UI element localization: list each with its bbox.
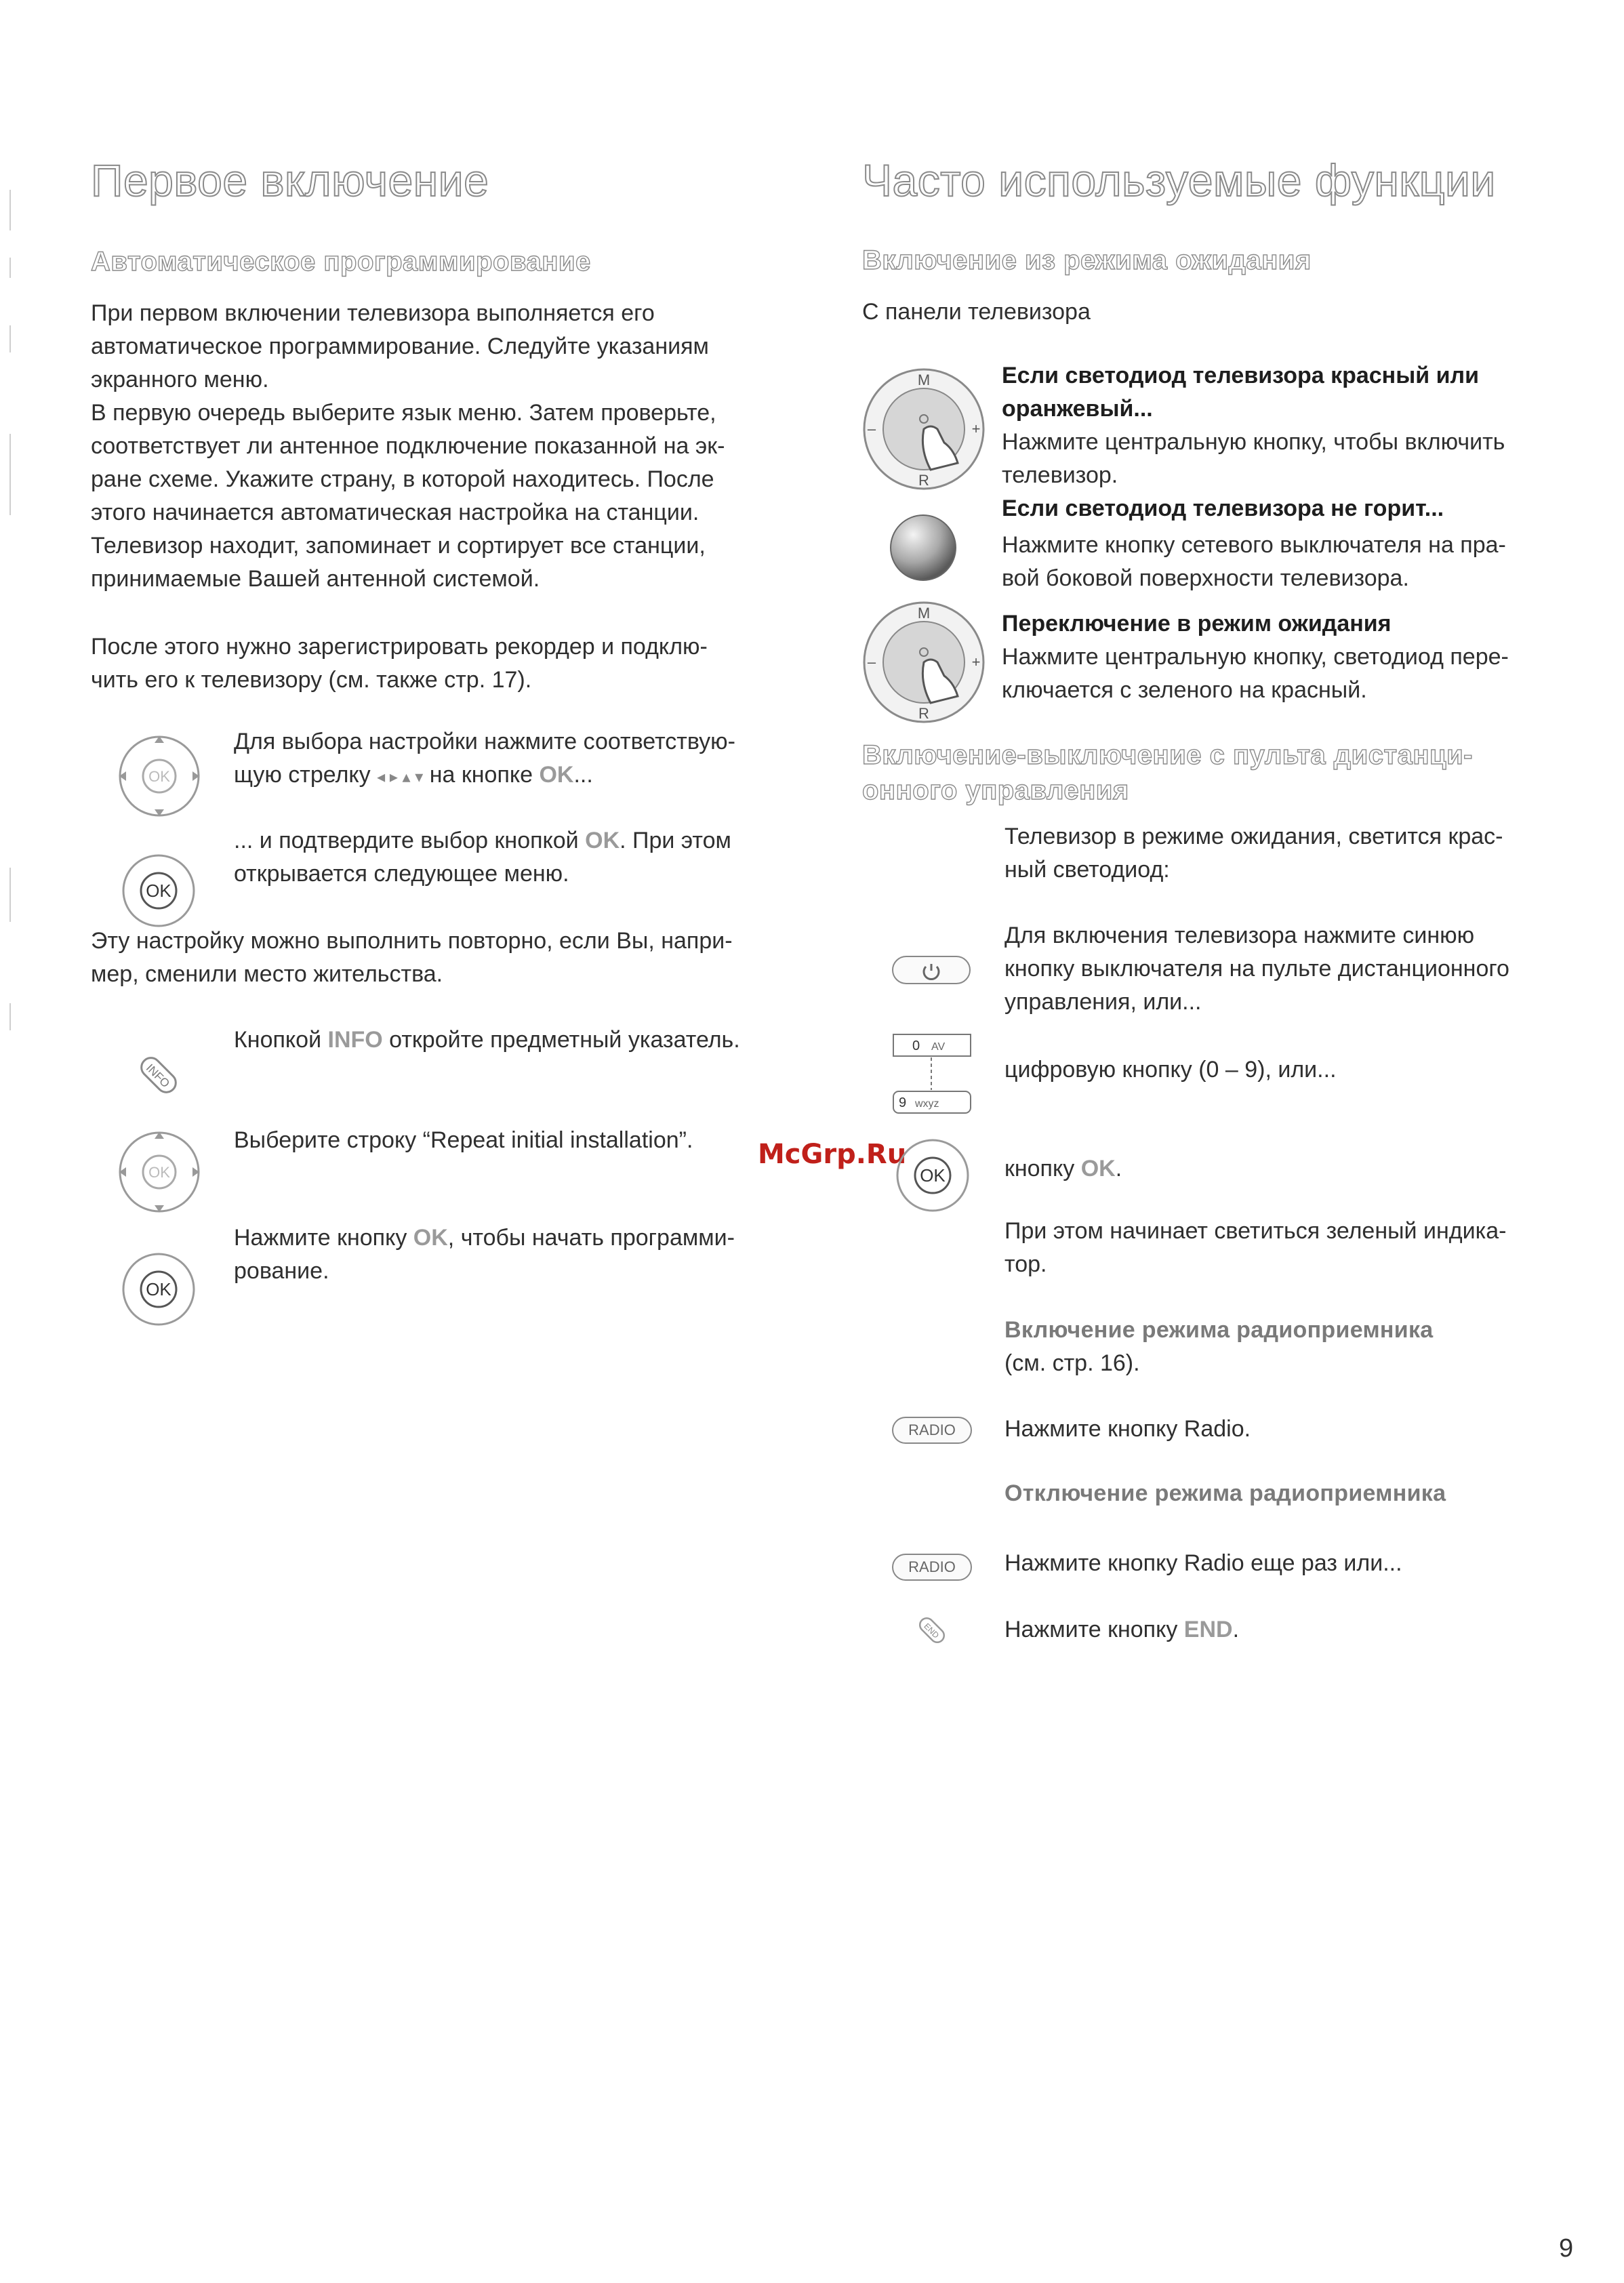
right-section-title-2: Включение-выключение с пульта дистанци- онного управления (862, 740, 1474, 805)
radio-off-heading: Отключение режима радиоприемника (1004, 1480, 1446, 1506)
end-text: Нажмите кнопку END. (1004, 1617, 1240, 1642)
svg-text:INFO: INFO (143, 1061, 173, 1091)
step-3-text: Кнопкой INFO откройте предметный указатель. (234, 1027, 740, 1053)
navigation-pad-icon-2 (115, 1128, 203, 1216)
navigation-pad-icon (115, 732, 203, 820)
rc-green-text: При этом начинает светиться зеленый индика- тор. (1004, 1218, 1507, 1277)
svg-text:+: + (971, 420, 981, 437)
svg-text:wxyz: wxyz (915, 1098, 939, 1110)
svg-text:+: + (971, 653, 981, 670)
red-led-block: Если светодиод телевизора красный или оранжевый... Нажмите центральную кнопку, чтобы включить телевизор. Если светодиод телевизора не горит... (1002, 363, 1505, 521)
svg-text:–: – (867, 420, 876, 437)
digit-buttons-icon (892, 1033, 973, 1114)
arrow-keys-icon: ◂ ▸ ▴ ▾ (377, 768, 424, 786)
rc-power-text: Для включения телевизора нажмите синюю кнопку выключателя на пульте дистанционного управления, или... (1004, 923, 1509, 1015)
left-paragraph-2: После этого нужно зарегистрировать рекордер и подклю- чить его к телевизору (см. также стр. 17). (91, 634, 708, 693)
svg-text:OK: OK (146, 1279, 171, 1299)
svg-text:M: M (917, 371, 931, 388)
svg-text:OK: OK (148, 1164, 170, 1181)
standby-block: Переключение в режим ожидания Нажмите центральную кнопку, светодиод пере- ключается с зеленого на красный. (1002, 611, 1509, 703)
info-button-icon (133, 1049, 184, 1101)
led-off-text: Нажмите кнопку сетевого выключателя на пра- вой боковой поверхности телевизора. (1002, 532, 1506, 591)
radio-on-text: Нажмите кнопку Radio. (1004, 1416, 1251, 1442)
rc-digits-text: цифровую кнопку (0 – 9), или... (1004, 1057, 1337, 1083)
svg-text:0: 0 (912, 1038, 920, 1053)
radio-on-block: Включение режима радиоприемника (см. стр. 16). (1004, 1317, 1434, 1376)
svg-text:9: 9 (899, 1095, 907, 1110)
radio-button-icon: RADIO (892, 1417, 972, 1444)
left-paragraph-3: Эту настройку можно выполнить повторно, если Вы, напри- мер, сменили место жительства. (91, 928, 733, 987)
svg-text:OK: OK (920, 1165, 946, 1186)
panel-knob-icon-2 (859, 598, 988, 727)
step-2-text: ... и подтвердите выбор кнопкой OK. При этом открывается следующее меню. (234, 828, 731, 887)
step-4-text: Выберите строку “Repeat initial installation”. (234, 1127, 693, 1153)
svg-text:R: R (918, 472, 929, 489)
radio-button-icon-2: RADIO (892, 1554, 972, 1581)
left-section-title: Автоматическое программирование (91, 247, 591, 277)
left-page-title: Первое включение (91, 155, 489, 205)
step-1-text: Для выбора настройки нажмите соответствую- щую стрелку ◂ ▸ ▴ ▾ на кнопке OK... (234, 729, 735, 788)
from-panel-text: С панели телевизора (862, 299, 1091, 325)
svg-text:OK: OK (148, 768, 170, 785)
power-switch-icon (888, 512, 958, 583)
right-section-title-1: Включение из режима ожидания (862, 245, 1312, 275)
radio-off-text: Нажмите кнопку Radio еще раз или... (1004, 1550, 1402, 1576)
ok-button-icon-3 (893, 1136, 972, 1215)
ok-button-icon (119, 851, 198, 930)
svg-text:R: R (918, 705, 929, 722)
left-paragraph-1: При первом включении телевизора выполняется его автоматическое программирование. Следуйте указаниям экранного меню. В первую очередь выберите язык меню. Затем проверьте, соответствует ли антенное подключение показанной на эк- ране схеме. Укажите страну, в которой находитесь. После этого начинается автоматическая настройка на станции. Телевизор находит, запоминает и сортирует все станции, принимаемые Вашей антенной системой. (91, 300, 725, 592)
step-5-text: Нажмите кнопку OK, чтобы начать программи- рование. (234, 1225, 735, 1284)
page-number: 9 (1559, 2234, 1574, 2263)
ok-button-icon-2 (119, 1250, 198, 1329)
svg-text:OK: OK (146, 881, 171, 901)
right-page-title: Часто используемые функции (862, 155, 1496, 205)
panel-knob-icon (859, 365, 988, 493)
rc-ok-text: кнопку OK. (1004, 1156, 1122, 1181)
svg-text:–: – (867, 653, 876, 670)
svg-text:AV: AV (931, 1041, 946, 1053)
watermark: McGrp.Ru (758, 1139, 907, 1170)
rc-standby-text: Телевизор в режиме ожидания, светится крас- ный светодиод: (1004, 824, 1503, 883)
end-button-icon (915, 1613, 949, 1647)
svg-text:M: M (917, 605, 931, 622)
power-button-icon (892, 956, 971, 984)
svg-text:END: END (922, 1621, 941, 1640)
